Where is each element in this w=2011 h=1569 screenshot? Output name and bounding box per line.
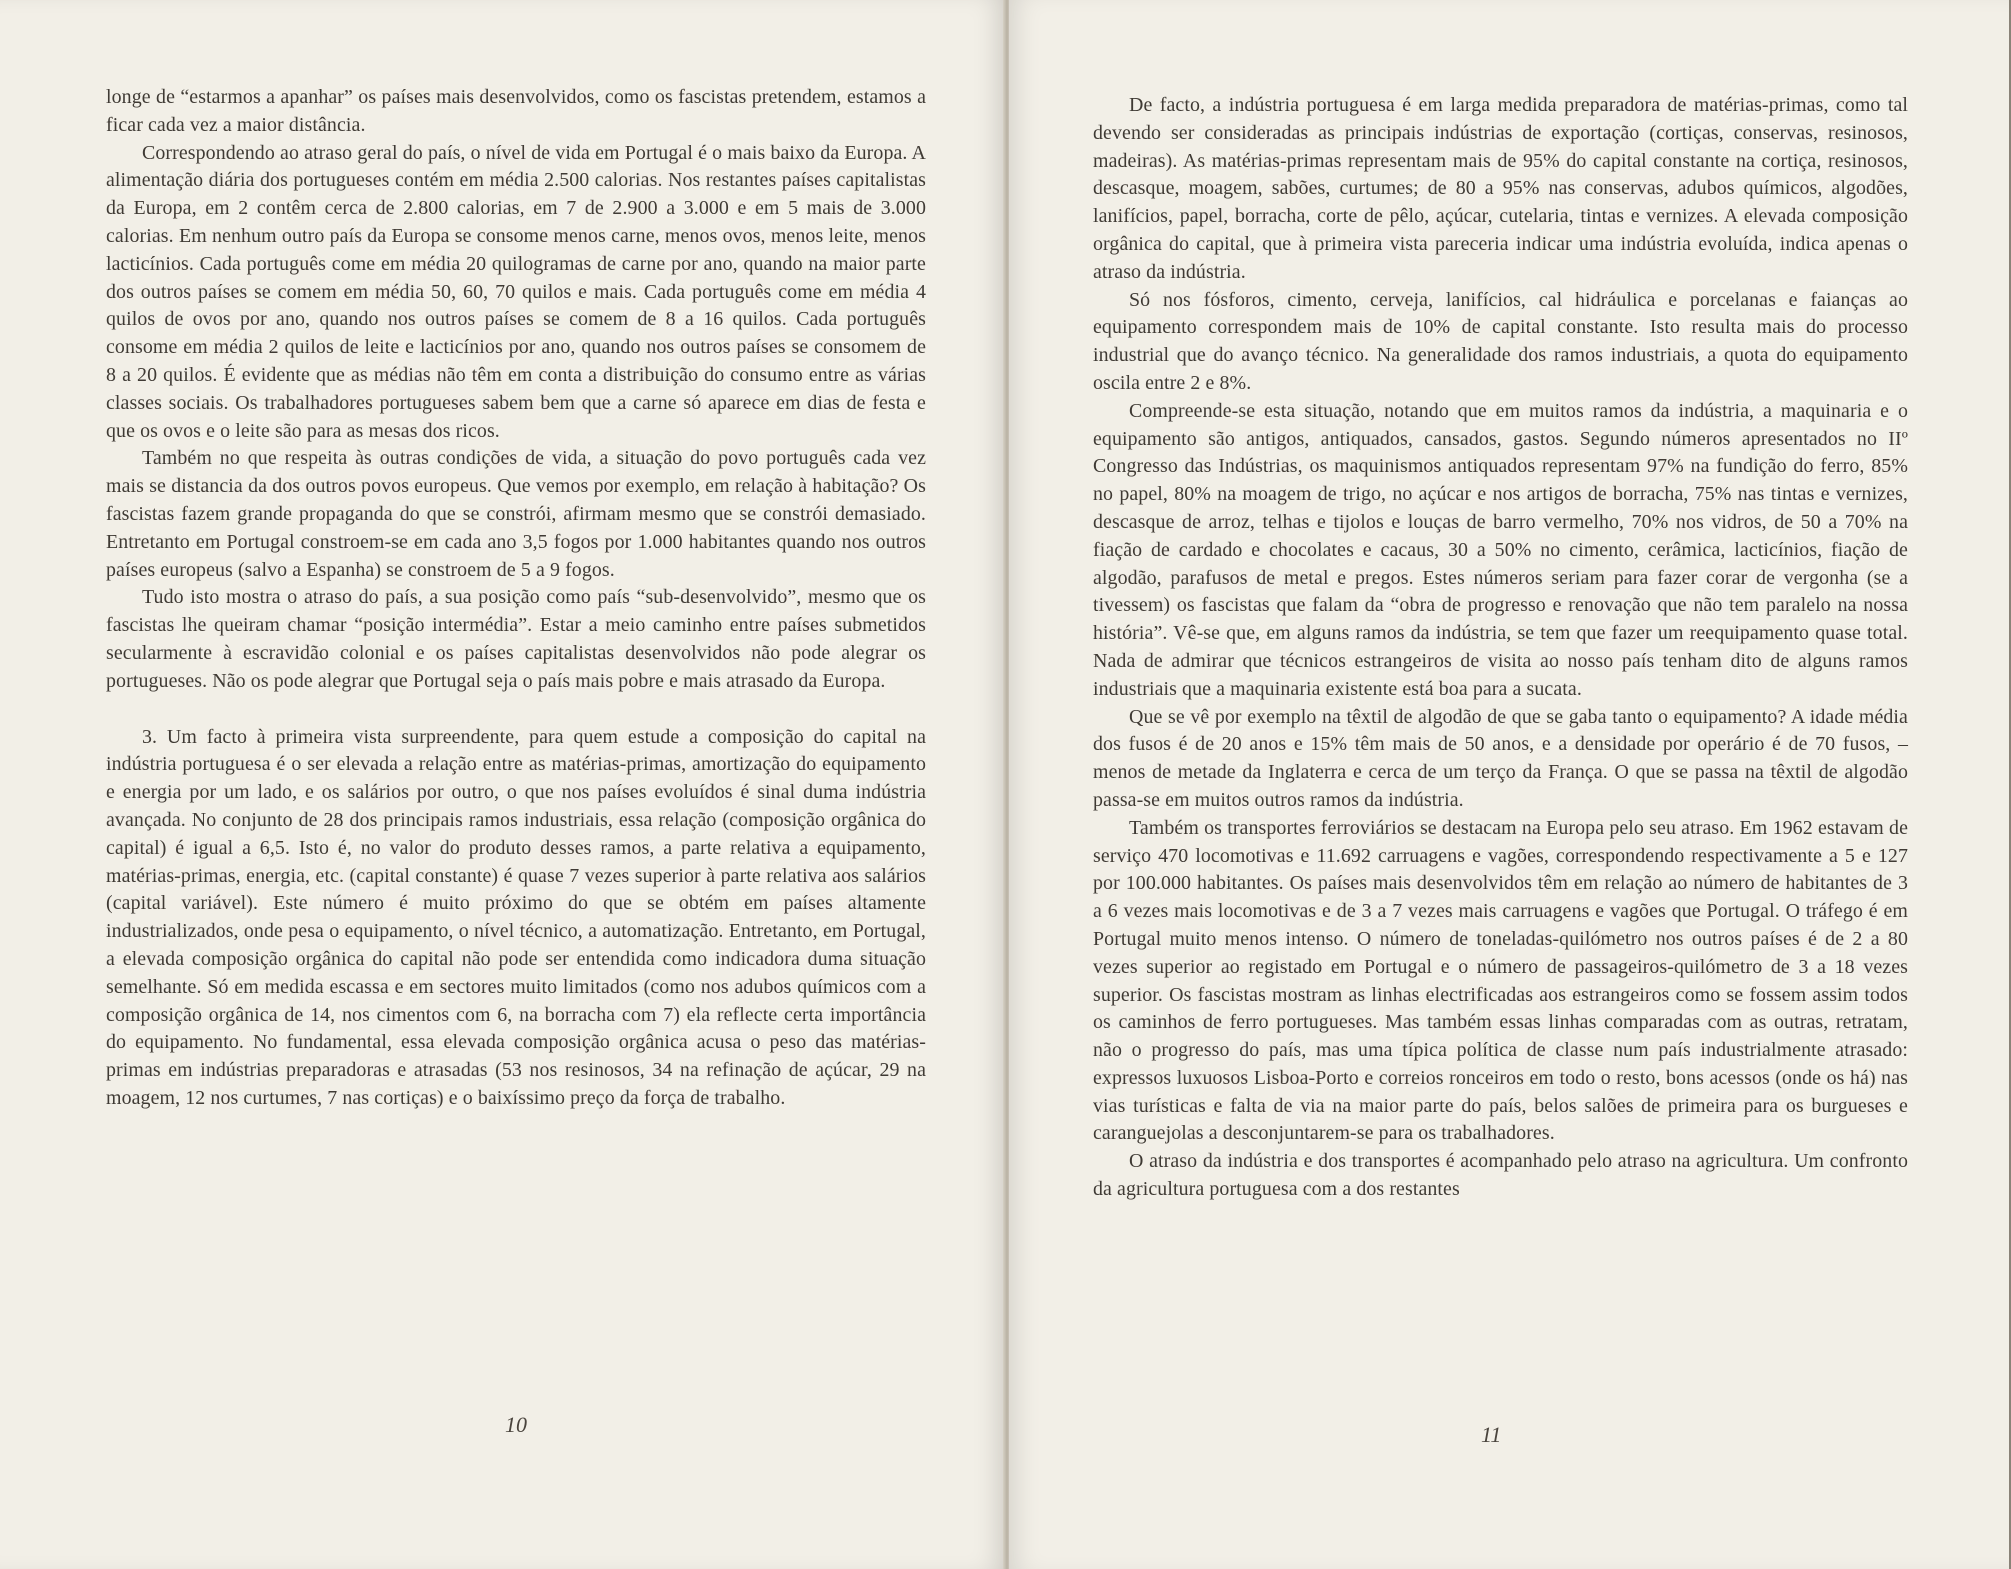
paragraph: Correspondendo ao atraso geral do país, o nível de vida em Portugal é o mais baixo da Europa. A alimentação diária dos portugueses contém em média 2.500 calorias. Nos restantes países capitalistas da Europa, em 2 contêm cerca de 2.800 calorias, em 7 de 2.900 a 3.000 e em 5 mais de 3.000 calorias. Em nenhum outro país da Europa se consome menos carne, menos ovos, menos leite, menos lacticínios. Cada português come em média 20 quilogramas de carne por ano, quando na maior parte dos outros países se comem em média 50, 60, 70 quilos e mais. Cada português come em média 4 quilos de ovos por ano, quando nos outros países se comem de 8 a 16 quilos. Cada português consome em média 2 quilos de leite e lacticínios por ano, quando nos outros países se consomem de 8 a 20 quilos. É evidente que as médias não têm em conta a distribuição do consumo entre as várias classes sociais. Os trabalhadores portugueses sabem bem que a carne só aparece em dias de festa e que os ovos e o leite são para as mesas dos ricos. xyxy=(106,141,926,442)
left-page xyxy=(0,0,1005,1569)
paragraph: O atraso da indústria e dos transportes é acompanhado pelo atraso na agricultura. Um confronto da agricultura portuguesa com a dos restantes xyxy=(1093,1150,1908,1201)
paragraph: De facto, a indústria portuguesa é em larga medida preparadora de matérias-primas, como tal devendo ser consideradas as principais indústrias de exportação (cortiças, conservas, resinosos, madeiras). As matérias-primas representam mais de 95% do capital constante na cortiça, resinosos, descasque, moagem, sabões, curtumes; de 80 a 95% nas conservas, adubos químicos, algodões, lanifícios, papel, borracha, corte de pêlo, açúcar, cutelaria, tintas e vernizes. A elevada composição orgânica do capital, que à primeira vista pareceria indicar uma indústria evoluída, indica apenas o atraso da indústria. xyxy=(1093,94,1908,283)
paragraph: Só nos fósforos, cimento, cerveja, lanifícios, cal hidráulica e porcelanas e faianças ao equipamento correspondem mais de 10% de capital constante. Isto resulta mais do processo industrial que do avanço técnico. Na generalidade dos ramos industriais, a quota do equipamento oscila entre 2 e 8%. xyxy=(1093,288,1908,394)
left-page-text xyxy=(106,84,926,1113)
right-page xyxy=(1009,0,2009,1569)
paragraph: Que se vê por exemplo na têxtil de algodão de que se gaba tanto o equipamento? A idade média dos fusos é de 20 anos e 15% têm mais de 50 anos, e a densidade por operário é de 70 fusos, – menos de metade da Inglaterra e cerca de um terço da França. O que se passa na têxtil de algodão passa-se em muitos outros ramos da indústria. xyxy=(1093,705,1908,811)
page-number-right: 11 xyxy=(1481,1422,1502,1447)
section-paragraph: 3. Um facto à primeira vista surpreendente, para quem estude a composição do capital na indústria portuguesa é o ser elevada a relação entre as matérias-primas, amortização do equipamento e energia por um lado, e os salários por outro, o que nos países evoluídos é sinal duma indústria avançada. No conjunto de 28 dos principais ramos industriais, essa relação (composição orgânica do capital) é igual a 6,5. Isto é, no valor do produto desses ramos, a parte relativa a equipamento, matérias-primas, energia, etc. (capital constante) é quase 7 vezes superior à parte relativa aos salários (capital variável). Este número é muito próximo do que se obtém em países altamente industrializados, onde pesa o equipamento, o nível técnico, a automatização. Entretanto, em Portugal, a elevada composição orgânica do capital não pode ser entendida como indicadora duma situação semelhante. Só em medida escassa e em sectores muito limitados (como nos adubos químicos com a composição orgânica de 14, nos cimentos com 6, na borracha com 7) ela reflecte certa importância do equipamento. No fundamental, essa elevada composição orgânica acusa o peso das matérias-primas em indústrias preparadoras e atrasadas (53 nos resinosos, 34 na refinação de açúcar, 29 na moagem, 12 nos curtumes, 7 nas cortiças) e o baixíssimo preço da força de trabalho. xyxy=(106,725,926,1109)
right-page-text xyxy=(1093,92,1908,1204)
paragraph: longe de “estarmos a apanhar” os países mais desenvolvidos, como os fascistas pretendem, estamos a ficar cada vez a maior distância. xyxy=(106,86,926,136)
paragraph: Tudo isto mostra o atraso do país, a sua posição como país “sub-desenvolvido”, mesmo que os fascistas lhe queiram chamar “posição intermédia”. Estar a meio caminho entre países submetidos secularmente à escravidão colonial e os países capitalistas desenvolvidos não pode alegrar os portugueses. Não os pode alegrar que Portugal seja o país mais pobre e mais atrasado da Europa. xyxy=(106,586,926,692)
page-number-left: 10 xyxy=(505,1412,527,1437)
paragraph: Também no que respeita às outras condições de vida, a situação do povo português cada vez mais se distancia da dos outros povos europeus. Que vemos por exemplo, em relação à habitação? Os fascistas fazem grande propaganda do que se constrói, afirmam mesmo que se constrói demasiado. Entretanto em Portugal constroem-se em cada ano 3,5 fogos por 1.000 habitantes quando nos outros países europeus (salvo a Espanha) se constroem de 5 a 9 fogos. xyxy=(106,447,926,581)
paragraph: Também os transportes ferroviários se destacam na Europa pelo seu atraso. Em 1962 estavam de serviço 470 locomotivas e 11.692 carruagens e vagões, correspondendo respectivamente a 5 e 127 por 100.000 habitantes. Os países mais desenvolvidos têm em relação ao número de habitantes de 3 a 6 vezes mais locomotivas e de 3 a 7 vezes mais carruagens e vagões que Portugal. O tráfego é em Portugal muito menos intenso. O número de toneladas-quilómetro nos outros países é de 2 a 80 vezes superior ao registado em Portugal e o número de passageiros-quilómetro de 3 a 18 vezes superior. Os fascistas mostram as linhas electrificadas aos estrangeiros como se fossem assim todos os caminhos de ferro portugueses. Mas também essas linhas comparadas com as outras, retratam, não o progresso do país, mas uma típica política de classe num país industrialmente atrasado: expressos luxuosos Lisboa-Porto e correios ronceiros em todo o resto, bons acessos (onde os há) nas vias turísticas e falta de via na maior parte do país, belos salões de primeira para os burgueses e caranguejolas a desconjuntarem-se para os trabalhadores. xyxy=(1093,816,1908,1145)
paragraph: Compreende-se esta situação, notando que em muitos ramos da indústria, a maquinaria e o equipamento são antigos, antiquados, cansados, gastos. Segundo números apresentados no IIº Congresso das Indústrias, os maquinismos antiquados representam 97% na fundição do ferro, 85% no papel, 80% na moagem de trigo, no açúcar e nos artigos de borracha, 75% nas tintas e vernizes, descasque de arroz, telhas e tijolos e louças de barro vermelho, 70% nos vidros, de 50 a 70% na fiação de cardado e chocolates e cacaus, 30 a 50% no cimento, cerâmica, lacticínios, fiação de algodão, parafusos de metal e pregos. Estes números seriam para fazer corar de vergonha (se a tivessem) os fascistas que falam da “obra de progresso e renovação que não tem paralelo na nossa história”. Vê-se que, em alguns ramos da indústria, se tem que fazer um reequipamento quase total. Nada de admirar que técnicos estrangeiros de visita ao nosso país tenham dito de alguns ramos industriais que a maquinaria existente está boa para a sucata. xyxy=(1093,399,1908,700)
